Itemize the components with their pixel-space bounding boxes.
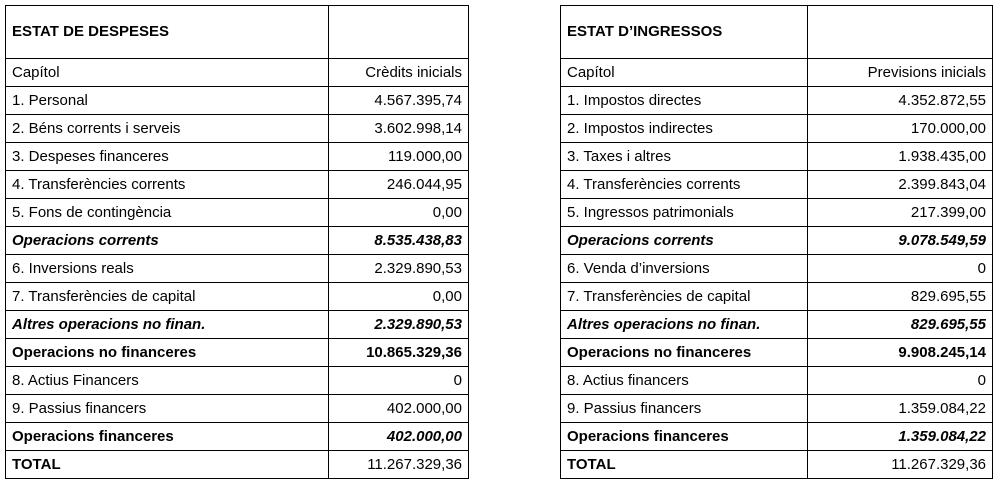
- despeses-table: [5, 5, 469, 479]
- row-value: 217.399,00: [808, 199, 993, 227]
- row-label: Altres operacions no finan.: [561, 311, 808, 339]
- row-value: 1.359.084,22: [808, 395, 993, 423]
- row-label: Operacions no financeres: [6, 339, 329, 367]
- table-row: [561, 115, 993, 143]
- despeses-header-row: [6, 59, 469, 87]
- table-row: [6, 283, 469, 311]
- despeses-title: ESTAT DE DESPESES: [6, 6, 329, 59]
- table-row: [6, 227, 469, 255]
- row-label: Operacions no financeres: [561, 339, 808, 367]
- despeses-title-row: [6, 6, 469, 59]
- row-label: Altres operacions no finan.: [6, 311, 329, 339]
- row-label: 5. Fons de contingència: [6, 199, 329, 227]
- row-label: 5. Ingressos patrimonials: [561, 199, 808, 227]
- table-row: [6, 199, 469, 227]
- table-row: [561, 87, 993, 115]
- row-label: 8. Actius Financers: [6, 367, 329, 395]
- row-label: 2. Béns corrents i serveis: [6, 115, 329, 143]
- row-value: 8.535.438,83: [329, 227, 469, 255]
- table-row: [6, 311, 469, 339]
- row-label: Operacions financeres: [561, 423, 808, 451]
- table-row: [6, 115, 469, 143]
- row-label: 6. Inversions reals: [6, 255, 329, 283]
- table-row: [6, 255, 469, 283]
- ingressos-header-row: [561, 59, 993, 87]
- ingressos-col-capitol-header: Capítol: [561, 59, 808, 87]
- row-value: 246.044,95: [329, 171, 469, 199]
- row-value: 829.695,55: [808, 283, 993, 311]
- row-value: 9.078.549,59: [808, 227, 993, 255]
- row-label: Operacions corrents: [6, 227, 329, 255]
- row-value: 9.908.245,14: [808, 339, 993, 367]
- row-label: 3. Taxes i altres: [561, 143, 808, 171]
- row-value: 0,00: [329, 199, 469, 227]
- row-value: 1.938.435,00: [808, 143, 993, 171]
- despeses-title-empty-cell: [329, 6, 469, 59]
- table-row: [561, 367, 993, 395]
- row-label: 9. Passius financers: [561, 395, 808, 423]
- table-row: [561, 171, 993, 199]
- row-label: 7. Transferències de capital: [561, 283, 808, 311]
- row-value: 0: [808, 255, 993, 283]
- row-value: 0,00: [329, 283, 469, 311]
- table-row: [561, 451, 993, 479]
- ingressos-col-previsions-header: Previsions inicials: [808, 59, 993, 87]
- table-row: [6, 451, 469, 479]
- table-row: [561, 423, 993, 451]
- row-label: 4. Transferències corrents: [561, 171, 808, 199]
- table-row: [6, 87, 469, 115]
- row-label: Operacions corrents: [561, 227, 808, 255]
- row-value: 2.329.890,53: [329, 255, 469, 283]
- row-label: TOTAL: [561, 451, 808, 479]
- row-label: 6. Venda d’inversions: [561, 255, 808, 283]
- row-label: Operacions financeres: [6, 423, 329, 451]
- row-value: 2.399.843,04: [808, 171, 993, 199]
- row-value: 1.359.084,22: [808, 423, 993, 451]
- table-row: [6, 423, 469, 451]
- table-row: [561, 339, 993, 367]
- ingressos-title-empty-cell: [808, 6, 993, 59]
- row-value: 11.267.329,36: [808, 451, 993, 479]
- row-value: 170.000,00: [808, 115, 993, 143]
- row-value: 4.352.872,55: [808, 87, 993, 115]
- row-value: 402.000,00: [329, 395, 469, 423]
- row-value: 119.000,00: [329, 143, 469, 171]
- table-row: [6, 367, 469, 395]
- row-label: 9. Passius financers: [6, 395, 329, 423]
- row-label: 4. Transferències corrents: [6, 171, 329, 199]
- table-row: [6, 143, 469, 171]
- table-row: [561, 283, 993, 311]
- ingressos-title-row: [561, 6, 993, 59]
- table-row: [561, 199, 993, 227]
- row-value: 10.865.329,36: [329, 339, 469, 367]
- row-value: 829.695,55: [808, 311, 993, 339]
- row-value: 4.567.395,74: [329, 87, 469, 115]
- row-value: 3.602.998,14: [329, 115, 469, 143]
- row-label: 1. Personal: [6, 87, 329, 115]
- table-row: [561, 227, 993, 255]
- ingressos-title: ESTAT D’INGRESSOS: [561, 6, 808, 59]
- row-value: 11.267.329,36: [329, 451, 469, 479]
- table-row: [561, 395, 993, 423]
- table-row: [561, 255, 993, 283]
- despeses-col-capitol-header: Capítol: [6, 59, 329, 87]
- row-value: 0: [808, 367, 993, 395]
- row-value: 402.000,00: [329, 423, 469, 451]
- row-label: 8. Actius financers: [561, 367, 808, 395]
- table-row: [561, 311, 993, 339]
- ingressos-table: [560, 5, 993, 479]
- table-row: [561, 143, 993, 171]
- row-value: 0: [329, 367, 469, 395]
- row-label: 1. Impostos directes: [561, 87, 808, 115]
- row-label: 7. Transferències de capital: [6, 283, 329, 311]
- row-label: 2. Impostos indirectes: [561, 115, 808, 143]
- table-row: [6, 171, 469, 199]
- table-row: [6, 395, 469, 423]
- table-row: [6, 339, 469, 367]
- row-label: TOTAL: [6, 451, 329, 479]
- despeses-col-credits-header: Crèdits inicials: [329, 59, 469, 87]
- row-label: 3. Despeses financeres: [6, 143, 329, 171]
- row-value: 2.329.890,53: [329, 311, 469, 339]
